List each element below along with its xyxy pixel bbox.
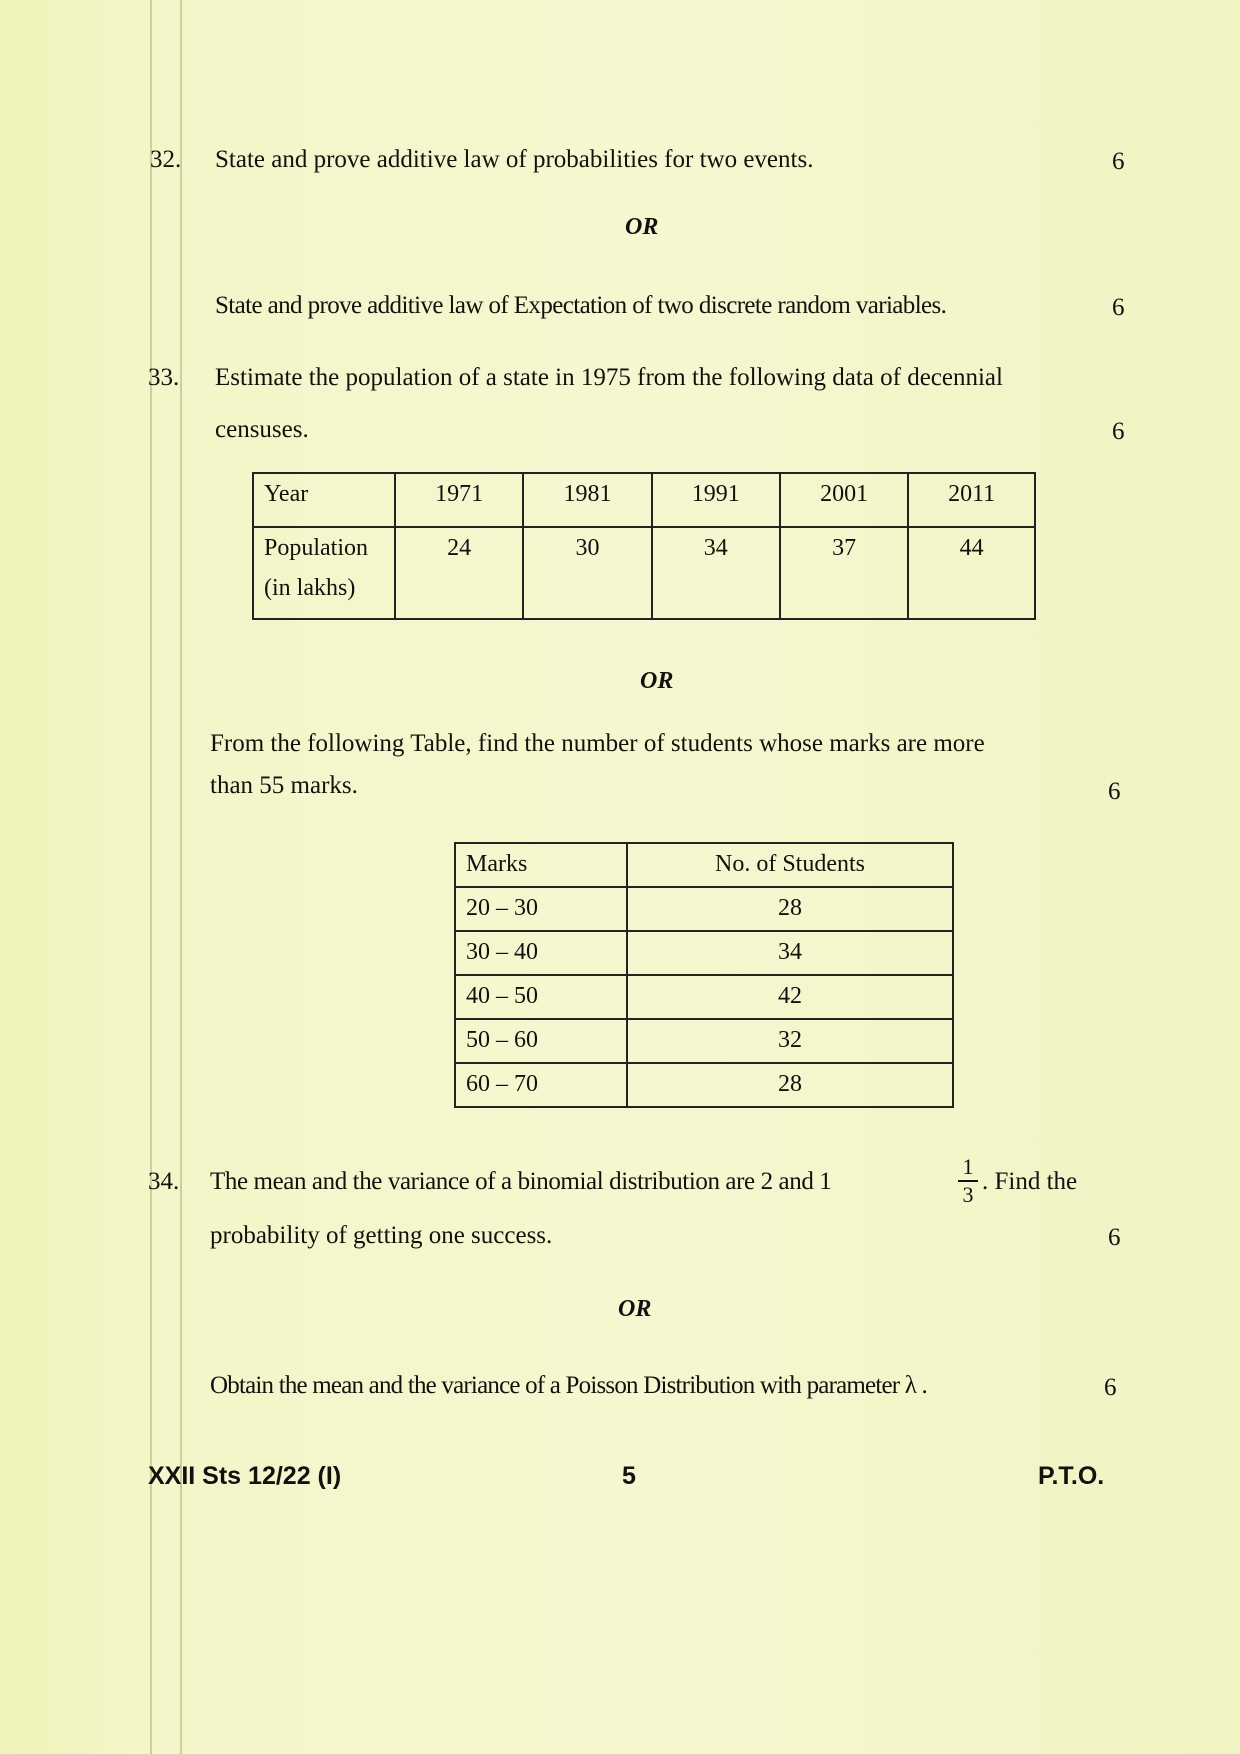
- marks-range-cell: 40 – 50: [455, 975, 627, 1019]
- table-row: [455, 843, 953, 887]
- table-row: [455, 975, 953, 1019]
- students-cell: 28: [627, 1063, 953, 1107]
- marks-range-cell: 60 – 70: [455, 1063, 627, 1107]
- table-row: [455, 1063, 953, 1107]
- population-header-line1: Population: [264, 535, 369, 561]
- question-32-alt-marks: 6: [1112, 294, 1125, 321]
- question-34-alt-text: Obtain the mean and the variance of a Poisson Distribution with parameter λ .: [210, 1372, 927, 1399]
- year-cell: 2011: [908, 473, 1035, 527]
- page-number: 5: [622, 1462, 636, 1490]
- question-33-alt-text-line1: From the following Table, find the number of students whose marks are more: [210, 730, 985, 757]
- fraction-one-third: [958, 1156, 978, 1206]
- year-cell: 1971: [395, 473, 523, 527]
- question-32-alt-text: State and prove additive law of Expectation of two discrete random variables.: [215, 292, 947, 319]
- population-cell: 37: [780, 527, 908, 619]
- students-cell: 28: [627, 887, 953, 931]
- question-33-text-line1: Estimate the population of a state in 1975 from the following data of decennial: [215, 364, 1003, 391]
- or-label: OR: [625, 214, 659, 240]
- or-label: OR: [618, 1296, 652, 1322]
- table-row: [455, 887, 953, 931]
- question-33-number: 33.: [148, 364, 180, 391]
- question-32-text: State and prove additive law of probabilities for two events.: [215, 146, 814, 173]
- marks-range-cell: 20 – 30: [455, 887, 627, 931]
- question-33-alt-text-line2: than 55 marks.: [210, 772, 358, 799]
- students-cell: 42: [627, 975, 953, 1019]
- population-table: [252, 472, 1036, 620]
- marks-range-cell: 30 – 40: [455, 931, 627, 975]
- table-row: [455, 1019, 953, 1063]
- question-33-text-line2: censuses.: [215, 416, 309, 443]
- question-34-marks: 6: [1108, 1224, 1121, 1251]
- marks-table: [454, 842, 954, 1108]
- population-cell: 44: [908, 527, 1035, 619]
- year-cell: 1981: [523, 473, 651, 527]
- year-cell: 1991: [652, 473, 780, 527]
- pto-label: P.T.O.: [1038, 1462, 1105, 1490]
- population-cell: 34: [652, 527, 780, 619]
- students-header: No. of Students: [627, 843, 953, 887]
- paper-code: XXII Sts 12/22 (I): [148, 1462, 342, 1490]
- population-header-line2: (in lakhs): [264, 575, 356, 601]
- question-33-alt-marks: 6: [1108, 778, 1121, 805]
- fraction-denominator: 3: [962, 1182, 974, 1207]
- marks-range-cell: 50 – 60: [455, 1019, 627, 1063]
- table-row: [253, 473, 1035, 527]
- question-34-number: 34.: [148, 1168, 180, 1195]
- population-cell: 30: [523, 527, 651, 619]
- fraction-numerator: 1: [962, 1154, 974, 1179]
- population-header: [253, 527, 395, 619]
- question-34-text-part2: . Find the: [982, 1168, 1078, 1195]
- students-cell: 34: [627, 931, 953, 975]
- question-32-marks: 6: [1112, 148, 1125, 175]
- year-header: Year: [253, 473, 395, 527]
- population-cell: 24: [395, 527, 523, 619]
- question-34-text-part1: The mean and the variance of a binomial distribution are 2 and 1: [210, 1168, 832, 1195]
- year-cell: 2001: [780, 473, 908, 527]
- table-row: [253, 527, 1035, 619]
- or-label: OR: [640, 668, 674, 694]
- question-32-number: 32.: [150, 146, 182, 173]
- students-cell: 32: [627, 1019, 953, 1063]
- question-34-alt-marks: 6: [1104, 1374, 1117, 1401]
- table-row: [455, 931, 953, 975]
- marks-header: Marks: [455, 843, 627, 887]
- question-33-marks: 6: [1112, 418, 1125, 445]
- question-34-text-line2: probability of getting one success.: [210, 1222, 553, 1249]
